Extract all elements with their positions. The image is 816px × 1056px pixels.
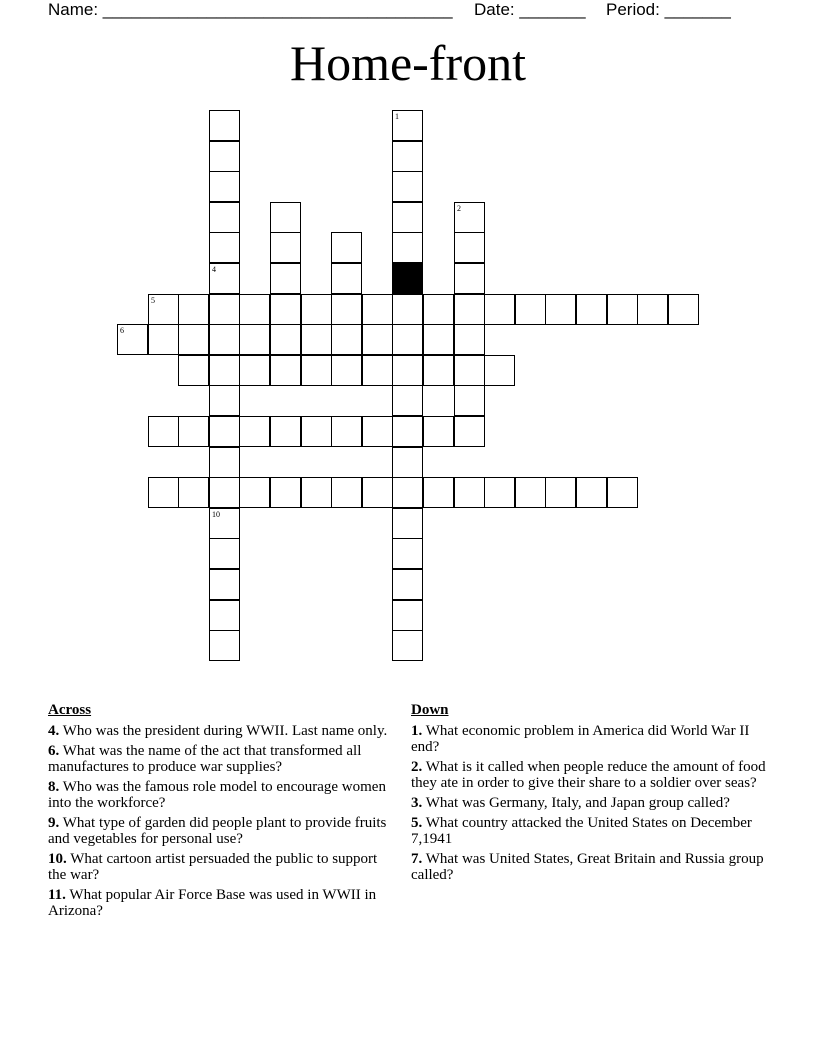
- grid-cell[interactable]: [178, 294, 209, 325]
- clue-item: [48, 851, 388, 883]
- grid-cell[interactable]: [392, 477, 423, 508]
- grid-cell[interactable]: [178, 416, 209, 447]
- grid-cell[interactable]: [637, 294, 668, 325]
- grid-cell[interactable]: [209, 447, 240, 478]
- clue-item: [411, 795, 771, 811]
- grid-cell[interactable]: [239, 355, 270, 386]
- grid-cell[interactable]: [270, 355, 301, 386]
- black-square: [392, 263, 423, 294]
- grid-cell[interactable]: [362, 324, 393, 355]
- clue-number: 1: [395, 112, 399, 121]
- clue-text: What type of garden did people plant to provide fruits and vegetables for personal use?: [48, 815, 387, 847]
- grid-cell[interactable]: [331, 355, 362, 386]
- clue-number-label: 5.: [411, 815, 423, 831]
- grid-cell[interactable]: [392, 538, 423, 569]
- grid-cell[interactable]: [148, 294, 179, 325]
- grid-cell[interactable]: [454, 355, 485, 386]
- grid-cell[interactable]: [209, 477, 240, 508]
- clue-number-label: 2.: [411, 759, 423, 775]
- grid-cell[interactable]: [576, 294, 607, 325]
- clue-text: Who was the famous role model to encourage women into the workforce?: [48, 779, 386, 811]
- clue-number-label: 9.: [48, 815, 60, 831]
- clue-number-label: 3.: [411, 795, 423, 811]
- grid-cell[interactable]: [209, 538, 240, 569]
- grid-cell[interactable]: [423, 294, 454, 325]
- grid-cell[interactable]: [392, 385, 423, 416]
- grid-cell[interactable]: [209, 355, 240, 386]
- grid-cell[interactable]: [392, 600, 423, 631]
- grid-cell[interactable]: [392, 294, 423, 325]
- clue-item: [48, 815, 388, 847]
- grid-cell[interactable]: [301, 477, 332, 508]
- clue-item: [411, 815, 771, 847]
- grid-cell[interactable]: [392, 447, 423, 478]
- grid-cell[interactable]: [148, 324, 179, 355]
- grid-cell[interactable]: [515, 294, 546, 325]
- grid-cell[interactable]: [270, 477, 301, 508]
- grid-cell[interactable]: [301, 294, 332, 325]
- clue-item: [48, 743, 388, 775]
- clue-item: [48, 887, 388, 919]
- date-field[interactable]: Date: _______: [474, 0, 586, 19]
- grid-cell[interactable]: [362, 416, 393, 447]
- grid-cell[interactable]: [484, 355, 515, 386]
- grid-cell[interactable]: [423, 477, 454, 508]
- clue-number: 5: [151, 296, 155, 305]
- grid-cell[interactable]: [392, 171, 423, 202]
- grid-cell[interactable]: [301, 355, 332, 386]
- grid-cell[interactable]: [392, 630, 423, 661]
- grid-cell[interactable]: [484, 477, 515, 508]
- clue-text: What is it called when people reduce the amount of food they ate in order to give their share to a soldier over seas?: [411, 759, 766, 791]
- clue-text: What was the name of the act that transformed all manufactures to produce war supplies?: [48, 743, 362, 775]
- grid-cell[interactable]: [454, 202, 485, 233]
- grid-cell[interactable]: [270, 324, 301, 355]
- grid-cell[interactable]: [239, 416, 270, 447]
- grid-cell[interactable]: [545, 294, 576, 325]
- clue-text: What was Germany, Italy, and Japan group called?: [422, 795, 730, 811]
- clue-number-label: 8.: [48, 779, 60, 795]
- grid-cell[interactable]: [576, 477, 607, 508]
- grid-cell[interactable]: [484, 294, 515, 325]
- clue-number-label: 10.: [48, 851, 67, 867]
- grid-cell[interactable]: [392, 324, 423, 355]
- clue-item: [411, 851, 771, 883]
- grid-cell[interactable]: [209, 630, 240, 661]
- grid-cell[interactable]: [668, 294, 699, 325]
- grid-cell[interactable]: [209, 171, 240, 202]
- grid-cell[interactable]: [209, 569, 240, 600]
- clue-number-label: 6.: [48, 743, 60, 759]
- grid-cell[interactable]: [423, 416, 454, 447]
- grid-cell[interactable]: [454, 416, 485, 447]
- grid-cell[interactable]: [331, 232, 362, 263]
- grid-cell[interactable]: [331, 294, 362, 325]
- grid-cell[interactable]: [454, 263, 485, 294]
- grid-cell[interactable]: [331, 263, 362, 294]
- grid-cell[interactable]: [392, 232, 423, 263]
- down-clues: [411, 702, 771, 887]
- name-field[interactable]: Name: _____________________________________: [48, 0, 453, 19]
- clue-text: What cartoon artist persuaded the public to support the war?: [48, 851, 378, 883]
- grid-cell[interactable]: [545, 477, 576, 508]
- clue-item: [411, 723, 771, 755]
- clue-item: [48, 779, 388, 811]
- grid-cell[interactable]: [117, 324, 148, 355]
- clue-item: [48, 723, 388, 739]
- clue-number: 10: [212, 510, 220, 519]
- grid-cell[interactable]: [301, 416, 332, 447]
- clue-text: What popular Air Force Base was used in WWII in Arizona?: [48, 887, 377, 919]
- grid-cell[interactable]: [515, 477, 546, 508]
- grid-cell[interactable]: [454, 324, 485, 355]
- grid-cell[interactable]: [178, 477, 209, 508]
- grid-cell[interactable]: [209, 263, 240, 294]
- clue-item: [411, 759, 771, 791]
- clue-number-label: 11.: [48, 887, 66, 903]
- grid-cell[interactable]: [209, 324, 240, 355]
- grid-cell[interactable]: [178, 324, 209, 355]
- clue-text: What economic problem in America did World War II end?: [411, 723, 750, 755]
- grid-cell[interactable]: [270, 416, 301, 447]
- grid-cell[interactable]: [423, 355, 454, 386]
- grid-cell[interactable]: [301, 324, 332, 355]
- down-heading: Down: [411, 702, 449, 718]
- grid-cell[interactable]: [239, 294, 270, 325]
- grid-cell[interactable]: [607, 294, 638, 325]
- grid-cell[interactable]: [209, 508, 240, 539]
- grid-cell[interactable]: [392, 508, 423, 539]
- grid-cell[interactable]: [331, 324, 362, 355]
- grid-cell[interactable]: [392, 110, 423, 141]
- grid-cell[interactable]: [270, 294, 301, 325]
- grid-cell[interactable]: [148, 477, 179, 508]
- clue-number-label: 1.: [411, 723, 423, 739]
- grid-cell[interactable]: [607, 477, 638, 508]
- clue-number: 2: [457, 204, 461, 213]
- grid-cell[interactable]: [392, 569, 423, 600]
- grid-cell[interactable]: [209, 202, 240, 233]
- grid-cell[interactable]: [331, 477, 362, 508]
- clue-number: 6: [120, 326, 124, 335]
- grid-cell[interactable]: [209, 141, 240, 172]
- grid-cell[interactable]: [209, 600, 240, 631]
- grid-cell[interactable]: [270, 232, 301, 263]
- grid-cell[interactable]: [209, 294, 240, 325]
- grid-cell[interactable]: [454, 385, 485, 416]
- period-field[interactable]: Period: _______: [606, 0, 731, 19]
- across-clues: [48, 702, 388, 923]
- grid-cell[interactable]: [362, 477, 393, 508]
- grid-cell[interactable]: [392, 416, 423, 447]
- grid-cell[interactable]: [270, 263, 301, 294]
- grid-cell[interactable]: [454, 232, 485, 263]
- grid-cell[interactable]: [239, 477, 270, 508]
- clue-text: What was United States, Great Britain and Russia group called?: [411, 851, 764, 883]
- grid-cell[interactable]: [209, 416, 240, 447]
- grid-cell[interactable]: [209, 232, 240, 263]
- grid-cell[interactable]: [362, 294, 393, 325]
- grid-cell[interactable]: [270, 202, 301, 233]
- clue-text: Who was the president during WWII. Last name only.: [59, 723, 388, 739]
- grid-cell[interactable]: [423, 324, 454, 355]
- grid-cell[interactable]: [392, 355, 423, 386]
- clue-number-label: 4.: [48, 723, 60, 739]
- grid-cell[interactable]: [209, 110, 240, 141]
- grid-cell[interactable]: [209, 385, 240, 416]
- grid-cell[interactable]: [331, 416, 362, 447]
- clue-number: 4: [212, 265, 216, 274]
- across-heading: Across: [48, 702, 92, 718]
- grid-cell[interactable]: [362, 355, 393, 386]
- grid-cell[interactable]: [454, 294, 485, 325]
- clue-text: What country attacked the United States on December 7,1941: [411, 815, 752, 847]
- grid-cell[interactable]: [178, 355, 209, 386]
- grid-cell[interactable]: [392, 141, 423, 172]
- grid-cell[interactable]: [239, 324, 270, 355]
- clue-number-label: 7.: [411, 851, 423, 867]
- grid-cell[interactable]: [454, 477, 485, 508]
- grid-cell[interactable]: [148, 416, 179, 447]
- page-title: Home-front: [289, 35, 527, 91]
- grid-cell[interactable]: [392, 202, 423, 233]
